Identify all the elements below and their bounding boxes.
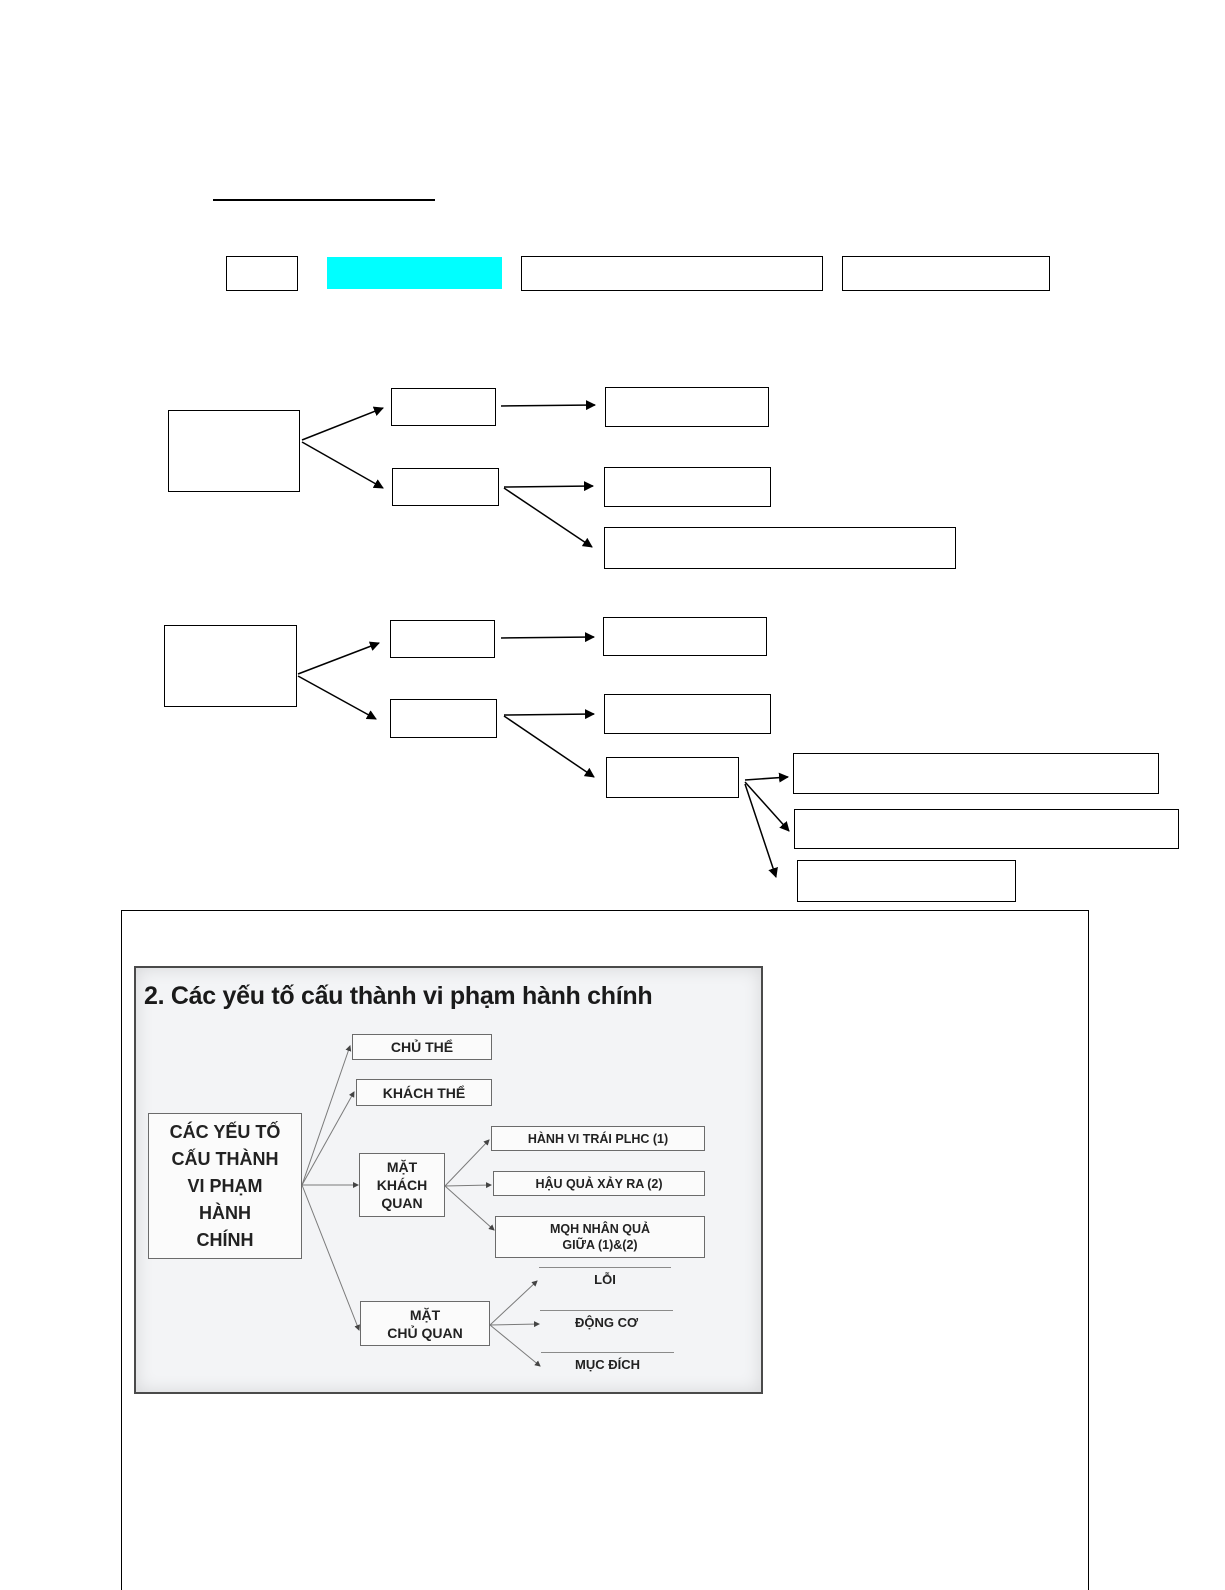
photo-khach-the-box	[356, 1079, 492, 1106]
photo-arrow	[302, 1046, 350, 1185]
photo-root-label: CÁC YẾU TỐ CẤU THÀNH VI PHẠM HÀNH CHÍNH	[169, 1121, 281, 1250]
photo-chu-quan-item-label: LỖI	[594, 1272, 616, 1287]
arrow	[298, 643, 379, 674]
embedded-photo	[134, 966, 763, 1394]
photo-arrow	[445, 1140, 489, 1186]
photo-chu-quan-item-label: ĐỘNG CƠ	[574, 1315, 639, 1330]
photo-arrow	[490, 1325, 540, 1366]
arrow	[504, 714, 594, 715]
photo-mat-chu-quan-box	[360, 1301, 490, 1346]
photo-chu-the-label: CHỦ THỂ	[390, 1039, 454, 1055]
arrow	[504, 486, 593, 487]
arrow	[504, 488, 592, 547]
photo-khach-quan-item-label: HẬU QUẢ XẢY RA (2)	[535, 1176, 663, 1191]
photo-khach-quan-item-2	[493, 1171, 705, 1196]
photo-khach-the-label: KHÁCH THỂ	[382, 1084, 466, 1101]
photo-chu-quan-item-2	[540, 1310, 673, 1336]
arrow	[302, 408, 383, 440]
photo-arrow	[490, 1324, 539, 1325]
photo-arrow	[302, 1092, 354, 1185]
photo-chu-the-box	[352, 1034, 492, 1060]
arrow	[302, 442, 383, 488]
arrow	[501, 637, 594, 638]
photo-arrow	[445, 1185, 491, 1186]
arrow	[745, 784, 776, 877]
arrow	[745, 777, 788, 780]
photo-chu-quan-item-1	[539, 1267, 671, 1293]
photo-khach-quan-item-label: HÀNH VI TRÁI PLHC (1)	[527, 1131, 669, 1146]
arrow	[298, 676, 376, 719]
photo-mat-khach-quan-box	[359, 1153, 445, 1217]
photo-khach-quan-item-1	[491, 1126, 705, 1151]
arrow	[745, 782, 789, 831]
photo-arrow	[302, 1185, 359, 1330]
photo-khach-quan-item-label: MQH NHÂN QUẢ GIỮA (1)&(2)	[550, 1222, 650, 1252]
photo-title: 2. Các yếu tố cấu thành vi phạm hành chính	[144, 982, 653, 1010]
photo-arrow	[490, 1281, 537, 1325]
photo-chu-quan-item-3	[541, 1352, 674, 1378]
arrow	[504, 716, 594, 777]
photo-khach-quan-item-3	[495, 1216, 705, 1258]
photo-mat-khach-quan-label: MẶT KHÁCH QUAN	[376, 1159, 428, 1211]
photo-chu-quan-item-label: MỤC ĐÍCH	[575, 1357, 640, 1372]
photo-root-box	[148, 1113, 302, 1259]
arrow	[501, 405, 595, 406]
photo-arrow	[445, 1186, 494, 1230]
photo-mat-chu-quan-label: MẶT CHỦ QUAN	[387, 1306, 463, 1341]
